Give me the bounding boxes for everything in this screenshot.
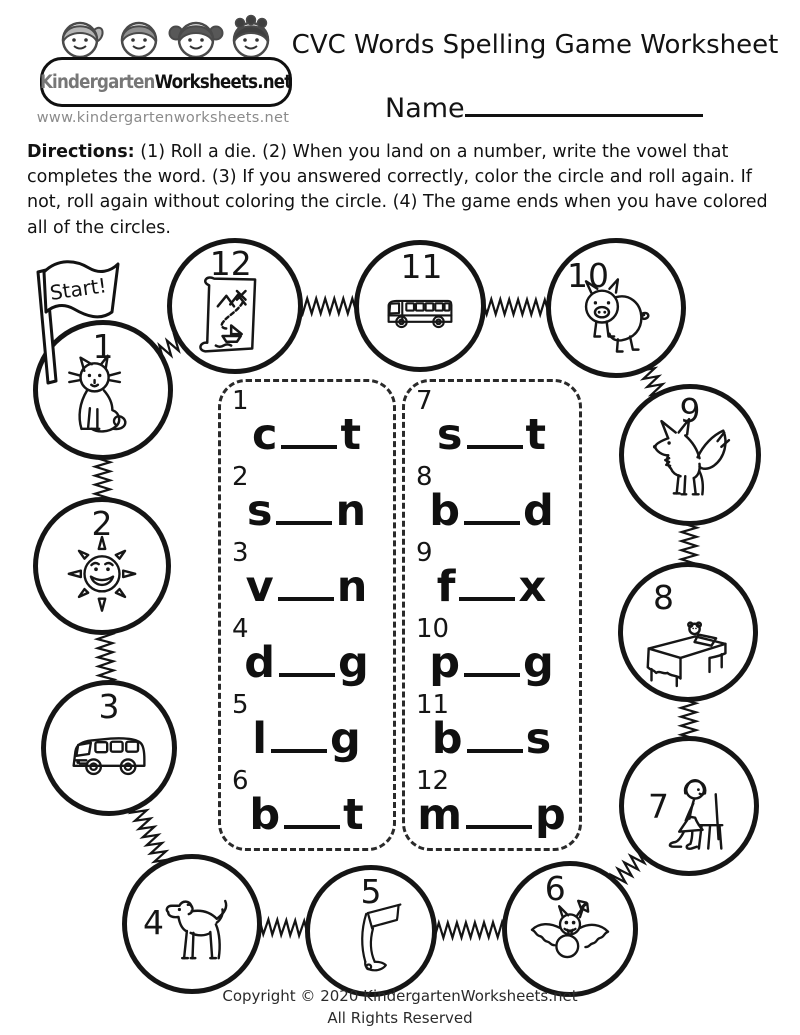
directions-label: Directions:	[27, 142, 135, 162]
dog-icon	[149, 884, 250, 978]
vowel-blank[interactable]	[284, 789, 340, 829]
vowel-blank[interactable]	[464, 485, 520, 525]
word-item	[221, 539, 393, 615]
van-icon	[54, 709, 165, 800]
word-number: 3	[232, 538, 249, 568]
word-item	[405, 463, 579, 539]
spot-number: 5	[360, 872, 382, 911]
spot-number: 6	[544, 869, 566, 908]
word-item	[221, 387, 393, 463]
vowel-blank[interactable]	[271, 713, 327, 753]
word-item	[221, 463, 393, 539]
board-spot-12[interactable]	[167, 238, 303, 374]
word-first-letter: v	[245, 562, 275, 612]
logo-kids-illustration	[50, 6, 282, 64]
spot-number: 2	[91, 504, 113, 543]
copyright-text: Copyright © 2020 KindergartenWorksheets.net	[222, 987, 578, 1005]
bat-icon	[520, 892, 621, 983]
website-url: www.kindergartenworksheets.net	[36, 110, 290, 126]
vowel-blank[interactable]	[467, 409, 523, 449]
word-item	[405, 691, 579, 767]
word-list-left-panel	[218, 379, 396, 851]
bed-icon	[631, 596, 745, 690]
page-title: CVC Words Spelling Game Worksheet	[291, 30, 779, 60]
word-number: 4	[232, 614, 249, 644]
board-spot-6[interactable]	[502, 861, 638, 997]
board-spot-10[interactable]	[546, 238, 686, 378]
word-last-letter: t	[340, 410, 363, 460]
word-number: 1	[232, 386, 249, 416]
word-last-letter: n	[335, 486, 368, 536]
spot-number: 8	[653, 578, 674, 617]
word-first-letter: p	[429, 638, 461, 688]
word-item	[405, 539, 579, 615]
word-first-letter: b	[249, 790, 282, 840]
board-spot-4[interactable]	[122, 854, 262, 994]
bus-icon	[365, 273, 475, 354]
word-number: 2	[232, 462, 249, 492]
board-spot-11[interactable]	[354, 240, 486, 372]
spot-number: 3	[98, 687, 120, 726]
word-first-letter: s	[246, 486, 274, 536]
word-number: 7	[416, 386, 433, 416]
board-spot-2[interactable]	[33, 497, 171, 635]
word-number: 11	[416, 690, 450, 720]
word-first-letter: d	[244, 638, 276, 688]
word-number: 5	[232, 690, 249, 720]
word-last-letter: x	[518, 562, 548, 612]
vowel-blank[interactable]	[467, 713, 523, 753]
word-first-letter: f	[436, 562, 457, 612]
word-first-letter: c	[251, 410, 279, 460]
board-spot-3[interactable]	[41, 680, 177, 816]
pig-icon	[564, 268, 668, 362]
start-flag-label: Start!	[48, 273, 108, 305]
vowel-blank[interactable]	[279, 637, 335, 677]
word-number: 9	[416, 538, 433, 568]
vowel-blank[interactable]	[276, 485, 332, 525]
board-spot-7[interactable]	[619, 736, 759, 876]
word-item	[221, 691, 393, 767]
word-last-letter: g	[338, 638, 370, 688]
word-list-right-panel	[402, 379, 582, 851]
logo-text	[40, 72, 291, 93]
spot-number: 4	[143, 902, 164, 942]
board-spot-8[interactable]	[618, 562, 758, 702]
fox-icon	[635, 414, 746, 509]
word-number: 8	[416, 462, 433, 492]
word-last-letter: n	[336, 562, 369, 612]
vowel-blank[interactable]	[459, 561, 515, 601]
vowel-blank[interactable]	[466, 789, 532, 829]
spot-number: 10	[567, 256, 609, 295]
word-last-letter: g	[523, 638, 555, 688]
rights-text: All Rights Reserved	[327, 1008, 473, 1027]
word-first-letter: b	[429, 486, 461, 536]
word-item	[405, 767, 579, 843]
word-number: 10	[416, 614, 450, 644]
word-last-letter: p	[535, 790, 567, 840]
word-last-letter: t	[525, 410, 548, 460]
vowel-blank[interactable]	[464, 637, 520, 677]
word-item	[221, 615, 393, 691]
name-label: Name	[385, 93, 465, 124]
spot-number: 9	[679, 391, 701, 430]
board-spot-9[interactable]	[619, 384, 761, 526]
logo-text-worksheets-net: Worksheets.net	[154, 71, 292, 93]
word-first-letter: b	[431, 714, 464, 764]
spot-number: 11	[400, 247, 443, 286]
word-last-letter: t	[343, 790, 365, 840]
word-item	[221, 767, 393, 843]
word-item	[405, 615, 579, 691]
vowel-blank[interactable]	[281, 409, 337, 449]
leg-icon	[331, 893, 416, 981]
word-first-letter: s	[436, 410, 464, 460]
directions-text: (1) Roll a die. (2) When you land on a number, write the vowel that completes the word. (3) If you answered correctly, color the circle and roll again. If not, roll again without coloring the circle. (4) The game ends when you have colored all of the circles.	[27, 142, 768, 238]
logo-text-kindergarten: Kindergarten	[40, 71, 155, 93]
word-number: 12	[416, 766, 450, 796]
spot-number: 12	[209, 244, 252, 283]
board-spot-5[interactable]	[305, 865, 437, 997]
spot-number: 1	[92, 327, 114, 366]
word-last-letter: g	[329, 714, 362, 764]
word-last-letter: d	[523, 486, 555, 536]
word-first-letter: l	[252, 714, 268, 764]
word-first-letter: m	[417, 790, 464, 840]
vowel-blank[interactable]	[278, 561, 334, 601]
start-flag	[26, 250, 131, 390]
girl-sitting-on-chair-icon	[644, 766, 751, 860]
spot-number: 7	[648, 787, 669, 827]
footer	[0, 986, 800, 1030]
word-number: 6	[232, 766, 249, 796]
word-item	[405, 387, 579, 463]
treasure-map-icon	[187, 263, 283, 364]
word-last-letter: s	[525, 714, 553, 764]
sun-icon	[51, 526, 153, 618]
logo	[40, 57, 292, 107]
